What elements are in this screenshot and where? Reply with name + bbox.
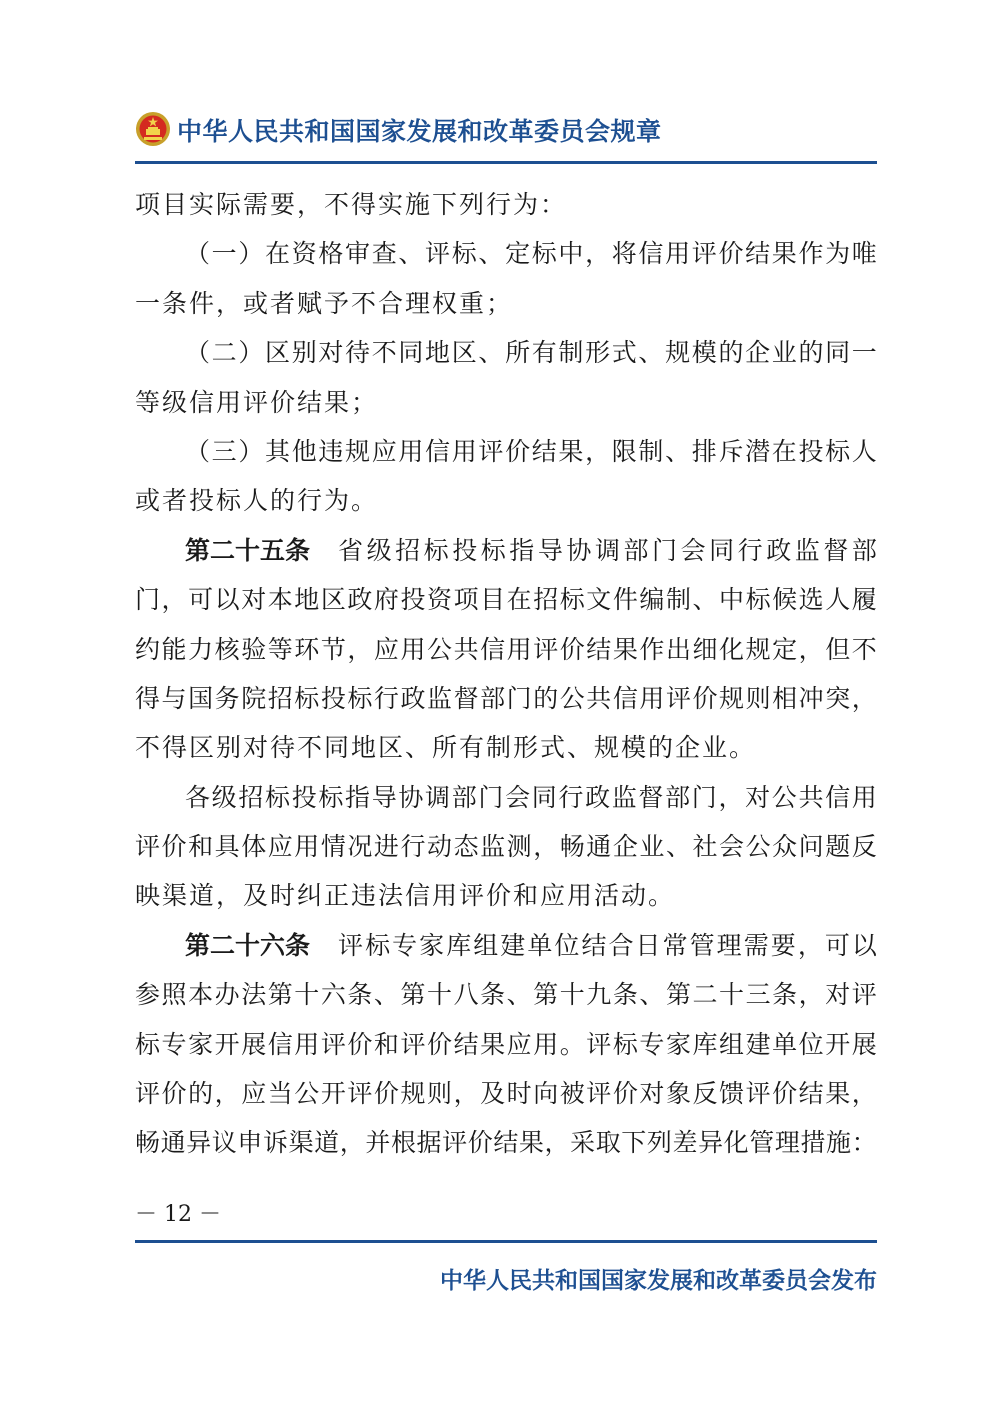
line-text: 评 价 和 具 体 应 用 情 况 进 行 动 态 监 测 ， 畅 通 企 业 、 社 会 公 众 问 题 反 (135, 832, 877, 862)
header-title: 中华人民共和国国家发展和改革委员会规章 (177, 117, 662, 146)
text-line (135, 526, 877, 575)
line-text: 评 价 的 ， 应 当 公 开 评 价 规 则 ， 及 时 向 被 评 价 对 象 反 馈 评 价 结 果 ， (135, 1079, 877, 1109)
text-line (135, 328, 877, 377)
article-heading: 第二十五条 (185, 535, 311, 565)
page-header (135, 108, 877, 158)
text-line (135, 871, 877, 920)
line-text: 不得区别对待不同地区、所有制形式、规模的企业。 (135, 733, 757, 763)
line-text: 畅 通 异 议 申 诉 渠 道 ， 并 根 据 评 价 结 果 ， 采 取 下 列 差 异 化 管 理 措 施 ： (135, 1128, 877, 1158)
line-text: 项目实际需要，不得实施下列行为： (135, 190, 568, 219)
national-emblem-icon (135, 111, 171, 147)
line-text: 省 级 招 标 投 标 指 导 协 调 部 门 会 同 行 政 监 督 部 (338, 535, 877, 565)
line-text: 得 与 国 务 院 招 标 投 标 行 政 监 督 部 门 的 公 共 信 用 评 价 规 则 相 冲 突 ， (135, 683, 877, 713)
line-text: （ 三 ） 其 他 违 规 应 用 信 用 评 价 结 果 ， 限 制 、 排 斥 潜 在 投 标 人 (185, 436, 877, 466)
line-text: 一条件，或者赋予不合理权重； (135, 288, 514, 318)
line-text: 或者投标人的行为。 (135, 486, 379, 516)
text-line (135, 674, 877, 723)
line-text: 等级信用评价结果； (135, 387, 379, 417)
text-line (135, 229, 877, 278)
text-line (135, 378, 877, 427)
text-line (135, 773, 877, 822)
text-line (135, 279, 877, 328)
footer-publisher: 中华人民共和国国家发展和改革委员会发布 (440, 1268, 877, 1294)
line-text: （ 一 ） 在 资 格 审 查 、 评 标 、 定 标 中 ， 将 信 用 评 价 结 果 作 为 唯 (185, 239, 877, 269)
text-line (135, 970, 877, 1019)
footer-divider (135, 1240, 877, 1243)
text-line (135, 723, 877, 772)
line-text: 标 专 家 开 展 信 用 评 价 和 评 价 结 果 应 用 。 评 标 专 家 库 组 建 单 位 开 展 (135, 1029, 877, 1059)
text-line (135, 575, 877, 624)
line-text: 参 照 本 办 法 第 十 六 条 、 第 十 八 条 、 第 十 九 条 、 第 二 十 三 条 ， 对 评 (135, 980, 877, 1010)
document-body (135, 180, 877, 1168)
line-text: 约 能 力 核 验 等 环 节 ， 应 用 公 共 信 用 评 价 结 果 作 出 细 化 规 定 ， 但 不 (135, 634, 877, 664)
line-text: 评 标 专 家 库 组 建 单 位 结 合 日 常 管 理 需 要 ， 可 以 (338, 930, 877, 960)
text-line (135, 427, 877, 476)
text-line (135, 1118, 877, 1167)
header-divider (135, 161, 877, 164)
text-line (135, 1069, 877, 1118)
page-number: － 12 － (135, 1202, 221, 1227)
article-heading: 第二十六条 (185, 930, 311, 960)
text-line (135, 625, 877, 674)
line-text: （ 二 ） 区 别 对 待 不 同 地 区 、 所 有 制 形 式 、 规 模 的 企 业 的 同 一 (185, 338, 877, 368)
text-line (135, 822, 877, 871)
line-text: 各 级 招 标 投 标 指 导 协 调 部 门 会 同 行 政 监 督 部 门 ， 对 公 共 信 用 (185, 782, 877, 812)
text-line (135, 1020, 877, 1069)
line-text: 映渠道，及时纠正违法信用评价和应用活动。 (135, 881, 676, 911)
text-line (135, 921, 877, 970)
text-line (135, 476, 877, 525)
line-text: 门 ， 可 以 对 本 地 区 政 府 投 资 项 目 在 招 标 文 件 编 制 、 中 标 候 选 人 履 (135, 585, 877, 615)
text-line (135, 180, 877, 229)
